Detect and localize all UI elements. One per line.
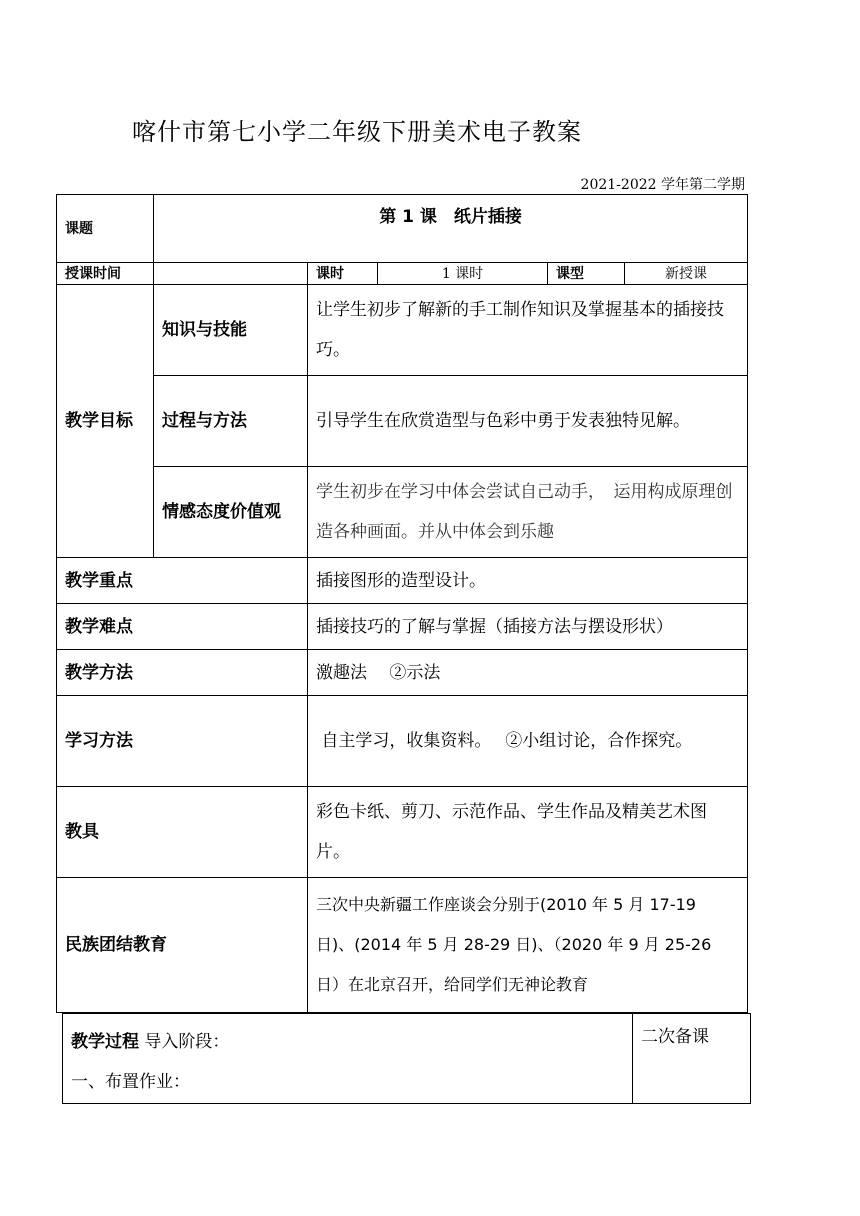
- objective-attitude-value: 学生初步在学习中体会尝试自己动手， 运用构成原理创造各种画面。并从中体会到乐趣: [308, 467, 748, 558]
- objective-knowledge-label: 知识与技能: [154, 285, 308, 376]
- key-points-label: 教学重点: [57, 558, 308, 604]
- difficulties-value: 插接技巧的了解与掌握（插接方法与摆设形状）: [308, 604, 748, 650]
- key-points-value: 插接图形的造型设计。: [308, 558, 748, 604]
- objective-process-label: 过程与方法: [154, 376, 308, 467]
- type-value: 新授课: [625, 263, 748, 285]
- objective-knowledge-value: 让学生初步了解新的手工制作知识及掌握基本的插接技巧。: [308, 285, 748, 376]
- term-label: 2021-2022 学年第二学期: [580, 177, 745, 193]
- tools-value: 彩色卡纸、剪刀、示范作品、学生作品及精美艺术图片。: [308, 787, 748, 878]
- unity-value: 三次中央新疆工作座谈会分别于(2010 年 5 月 17-19 日)、(2014 年 5 月 28-29 日)、（2020 年 9 月 25-26 日）在北京召开，给同学们无神论教育: [308, 878, 748, 1013]
- study-label: 学习方法: [57, 696, 308, 787]
- process-table: [62, 1013, 751, 1104]
- objective-process-value: 引导学生在欣赏造型与色彩中勇于发表独特见解。: [308, 376, 748, 467]
- process-stage: 导入阶段：: [144, 1032, 230, 1052]
- hours-label: 课时: [308, 263, 378, 285]
- document-title: 喀什市第七小学二年级下册美术电子教案: [132, 118, 582, 146]
- study-value: 自主学习，收集资料。 ②小组讨论，合作探究。: [308, 696, 748, 787]
- process-cell: [63, 1014, 633, 1104]
- hours-value: 1 课时: [378, 263, 548, 285]
- topic-value: 第 1 课 纸片插接: [154, 195, 748, 263]
- process-label: 教学过程: [71, 1032, 139, 1052]
- second-prep-label: 二次备课: [633, 1014, 751, 1104]
- time-value: [154, 263, 308, 285]
- difficulties-label: 教学难点: [57, 604, 308, 650]
- process-item-1: 一、布置作业：: [71, 1072, 190, 1092]
- topic-label: 课题: [57, 195, 154, 263]
- method-label: 教学方法: [57, 650, 308, 696]
- method-value: 激趣法 ②示法: [308, 650, 748, 696]
- lesson-plan-table: [56, 194, 748, 1013]
- objectives-label: 教学目标: [57, 285, 154, 558]
- type-label: 课型: [548, 263, 625, 285]
- time-label: 授课时间: [57, 263, 154, 285]
- objective-attitude-label: 情感态度价值观: [154, 467, 308, 558]
- unity-label: 民族团结教育: [57, 878, 308, 1013]
- tools-label: 教具: [57, 787, 308, 878]
